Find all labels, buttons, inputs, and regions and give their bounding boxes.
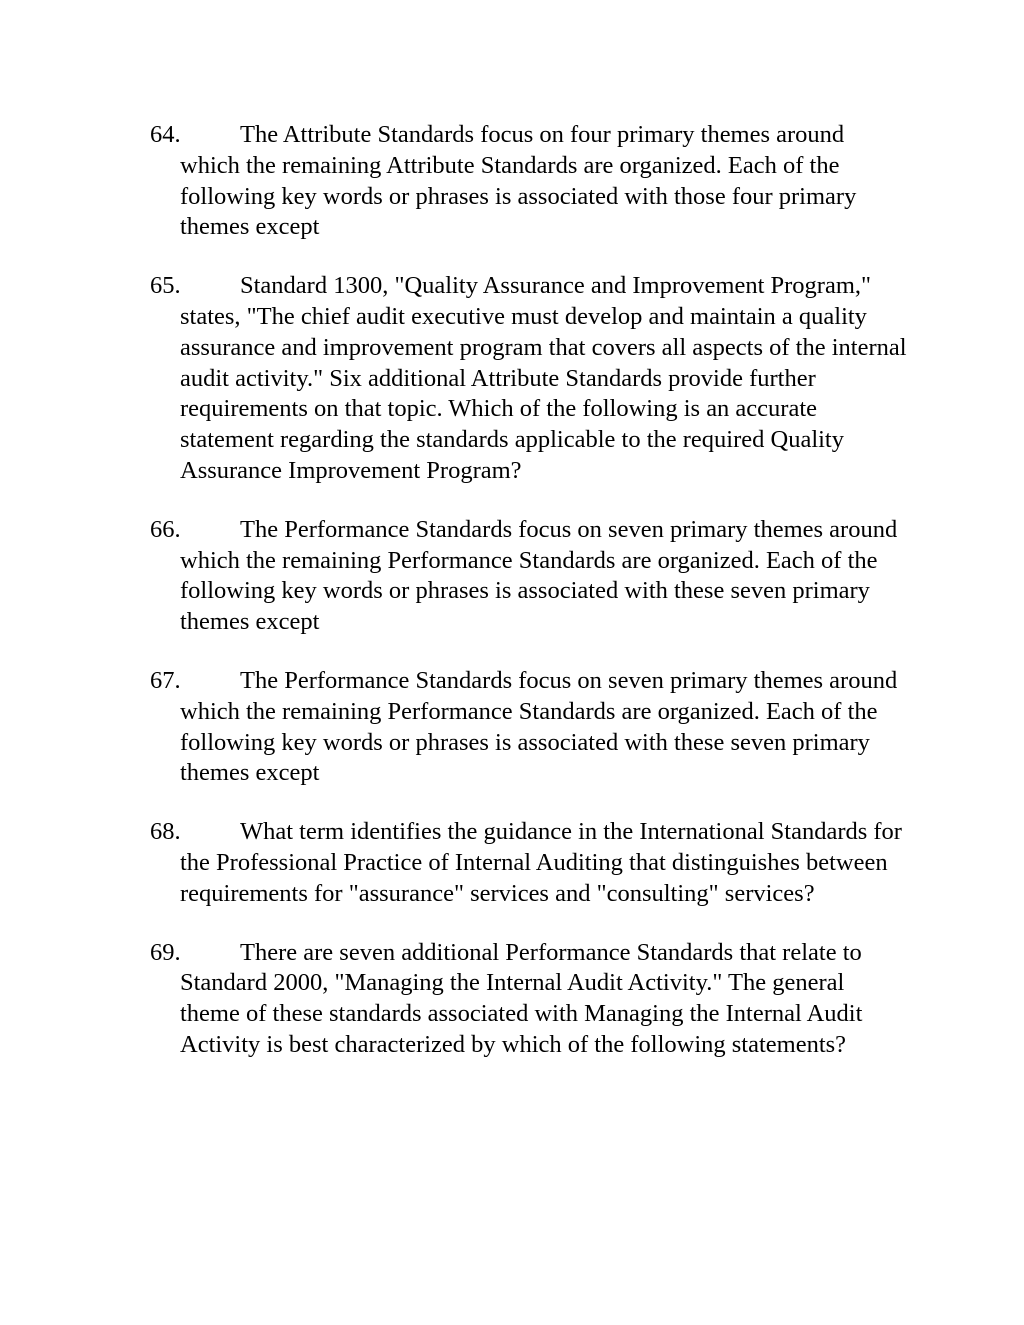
question-text: The Performance Standards focus on seven primary themes around which the remaining Performance Standards are organized. Each of the following key words or phrases is associated with these seven primary themes except (180, 666, 898, 787)
question-66 (150, 515, 910, 638)
question-number: 69. (150, 938, 181, 966)
question-65 (150, 271, 910, 487)
question-text: What term identifies the guidance in the International Standards for the Professional Practice of Internal Auditing that distinguishes between requirements for "assurance" services and "consulting" services? (180, 818, 902, 907)
question-number: 67. (150, 666, 181, 694)
document-page (150, 120, 910, 1089)
question-text: Standard 1300, "Quality Assurance and Improvement Program," states, "The chief audit executive must develop and maintain a quality assurance and improvement program that covers all aspects of the internal audit activity." Six additional Attribute Standards provide further requirements on that topic. Which of the following is an accurate statement regarding the standards applicable to the required Quality Assurance Improvement Program? (180, 272, 907, 484)
question-67 (150, 666, 910, 789)
question-text: The Performance Standards focus on seven primary themes around which the remaining Performance Standards are organized. Each of the following key words or phrases is associated with these seven primary themes except (180, 515, 898, 636)
question-number: 64. (150, 121, 181, 148)
question-68 (150, 817, 910, 909)
question-69 (150, 938, 910, 1061)
question-64 (150, 120, 910, 243)
question-text: The Attribute Standards focus on four primary themes around which the remaining Attribute Standards are organized. Each of the following key words or phrases is associated with those four primary themes except (180, 121, 857, 241)
question-number: 68. (150, 818, 181, 846)
question-text: There are seven additional Performance Standards that relate to Standard 2000, "Managing the Internal Audit Activity." The general theme of these standards associated with Managing the Internal Audit Activity is best characterized by which of the following statements? (180, 938, 863, 1058)
question-number: 65. (150, 272, 181, 300)
question-number: 66. (150, 515, 181, 543)
